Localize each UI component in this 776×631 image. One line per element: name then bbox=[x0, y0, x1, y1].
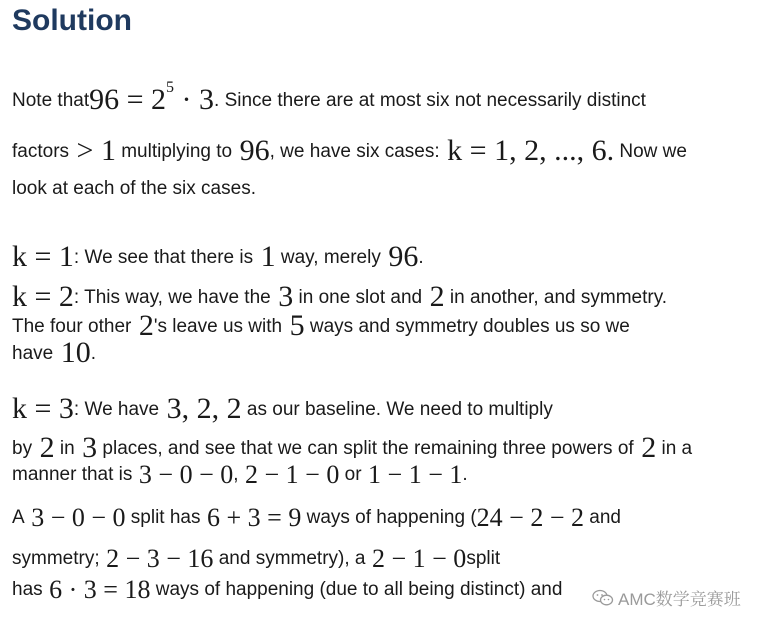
text-line bbox=[12, 505, 621, 531]
wechat-icon bbox=[592, 589, 614, 607]
math: 3 bbox=[74, 431, 98, 464]
math: k = 3 bbox=[12, 392, 74, 425]
math: 3, 2, 2 bbox=[159, 392, 242, 425]
text: , bbox=[233, 464, 239, 485]
text: has bbox=[12, 579, 43, 600]
math: > 1 bbox=[69, 134, 116, 167]
text-line bbox=[12, 462, 468, 488]
math: 10 bbox=[53, 336, 91, 369]
text: . bbox=[462, 464, 468, 485]
math: 2 bbox=[32, 431, 55, 464]
watermark-text: AMC数学竞赛班 bbox=[618, 590, 741, 609]
watermark bbox=[592, 585, 741, 610]
math: 2 − 3 − 16 bbox=[99, 544, 214, 573]
math: 24 − 2 − 2 bbox=[476, 503, 584, 532]
math: 2 bbox=[131, 309, 154, 342]
text: 's leave us with bbox=[153, 316, 283, 337]
text: look at each of the six cases. bbox=[12, 178, 256, 199]
math: 5 bbox=[282, 309, 305, 342]
text: and symmetry), a bbox=[213, 548, 366, 569]
math: 6 · 3 = 18 bbox=[42, 575, 151, 604]
math: 96 = 2 bbox=[89, 83, 167, 116]
text-line bbox=[12, 80, 646, 115]
text: . bbox=[90, 343, 96, 364]
math: 2 − 1 − 0 bbox=[365, 544, 467, 573]
text-line bbox=[12, 311, 630, 341]
text: by bbox=[12, 438, 33, 459]
text: in one slot and bbox=[293, 287, 423, 308]
text-line bbox=[12, 394, 553, 424]
text-line bbox=[12, 242, 424, 272]
text: places, and see that we can split the remaining three powers of bbox=[97, 438, 634, 459]
text: symmetry; bbox=[12, 548, 100, 569]
math: k = 1 bbox=[12, 240, 74, 273]
text: , we have six cases: bbox=[269, 141, 440, 162]
math: 1 − 1 − 1 bbox=[361, 460, 463, 489]
text: : We see that there is bbox=[73, 247, 254, 268]
text-line bbox=[12, 179, 256, 198]
math: 2 bbox=[633, 431, 657, 464]
math: 2 − 1 − 0 bbox=[238, 460, 340, 489]
text: : We have bbox=[73, 399, 160, 420]
text-line bbox=[12, 577, 562, 603]
text: : This way, we have the bbox=[73, 287, 271, 308]
math: 96 bbox=[232, 134, 270, 167]
text: The four other bbox=[12, 316, 132, 337]
text: manner that is bbox=[12, 464, 133, 485]
text: Now we bbox=[614, 141, 687, 162]
text: ways and symmetry doubles us so we bbox=[304, 316, 630, 337]
text: factors bbox=[12, 141, 70, 162]
text: in another, and symmetry. bbox=[444, 287, 668, 308]
math: 96 bbox=[380, 240, 419, 273]
text: have bbox=[12, 343, 54, 364]
text: in bbox=[54, 438, 75, 459]
math: 3 − 0 − 0 bbox=[132, 460, 234, 489]
math: 1 bbox=[253, 240, 276, 273]
math: 2 bbox=[422, 280, 445, 313]
text: Note that bbox=[12, 90, 90, 111]
math: 6 + 3 = 9 bbox=[200, 503, 302, 532]
math-exponent: 5 bbox=[166, 79, 175, 96]
text: A bbox=[12, 507, 25, 528]
text: way, merely bbox=[275, 247, 381, 268]
text: ways of happening ( bbox=[301, 507, 477, 528]
math: k = 2 bbox=[12, 280, 74, 313]
text-line bbox=[12, 282, 667, 312]
text: split has bbox=[125, 507, 201, 528]
math: k = 1, 2, ..., 6. bbox=[439, 134, 615, 167]
text: or bbox=[339, 464, 362, 485]
text: multiplying to bbox=[115, 141, 233, 162]
math: 3 bbox=[270, 280, 294, 313]
text: . Since there are at most six not necessarily distinct bbox=[214, 90, 646, 111]
text-line bbox=[12, 433, 692, 463]
text-line bbox=[12, 136, 687, 166]
text-line bbox=[12, 546, 500, 572]
math: 3 − 0 − 0 bbox=[24, 503, 126, 532]
text: . bbox=[418, 247, 424, 268]
text: split bbox=[466, 548, 501, 569]
text: as our baseline. We need to multiply bbox=[241, 399, 553, 420]
text: ways of happening (due to all being distinct) and bbox=[150, 579, 563, 600]
math: · 3 bbox=[174, 83, 215, 116]
page-title: Solution bbox=[12, 4, 132, 37]
text: and bbox=[584, 507, 621, 528]
text-line bbox=[12, 338, 96, 368]
text: in a bbox=[656, 438, 693, 459]
